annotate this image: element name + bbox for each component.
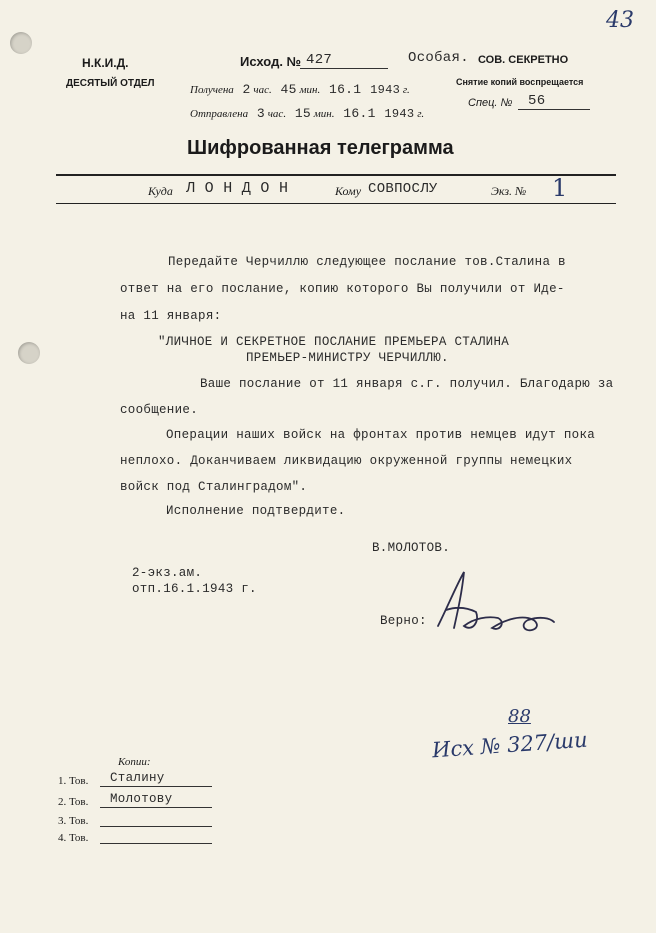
whom-value: СОВПОСЛУ [368,181,438,197]
dispatch-note: отп.16.1.1943 г. [132,582,257,596]
copies-label: Копии: [118,756,151,768]
sent-date: 16.1 [343,106,376,121]
sent-row [190,106,424,121]
no-copies-note: Снятие копий воспрещается [456,77,584,87]
sent-hour: 3 [256,106,265,121]
body-line: сообщение. [120,403,199,417]
received-minute: 45 [280,82,297,97]
spec-number: 56 [528,93,546,109]
copy-row-name: Сталину [110,771,165,785]
punch-hole-top [10,32,32,54]
to-label: Куда [148,184,173,198]
received-label: Получена [190,84,234,96]
received-hour: 2 [242,82,251,97]
page-number-handwritten: 43 [606,8,634,33]
copy-row-number: 2. [58,796,67,808]
handwritten-number-88: 88 [508,706,531,727]
body-line: ПРЕМЬЕР-МИНИСТРУ ЧЕРЧИЛЛЮ. [246,351,449,365]
received-minute-word: мин. [299,84,321,96]
body-line: ответ на его послание, копию которого Вы получили от Иде- [120,282,565,296]
address-top-rule [56,174,616,176]
to-value: Л О Н Д О Н [186,180,289,197]
body-line: войск под Сталинградом". [120,480,308,494]
sent-minute-word: мин. [313,108,335,120]
signer-name: В.МОЛОТОВ. [372,541,451,555]
received-row [190,82,410,97]
body-line: Ваше послание от 11 января с.г. получил. Благодарю за [200,377,614,391]
punch-hole-middle [18,342,40,364]
received-date: 16.1 [328,82,362,97]
sent-minute: 15 [294,106,312,121]
copies-note: 2-экз.ам. [132,566,203,580]
sent-year-word: г. [417,108,425,120]
body-line: Исполнение подтвердите. [166,504,346,518]
sent-year: 1943 [384,107,415,121]
copy-row-tov: Тов. [69,832,89,844]
copy-row-line [100,786,212,787]
received-year-word: г. [402,84,410,96]
copy-row-line [100,843,212,844]
secrecy-label: СОВ. СЕКРЕТНО [478,54,569,66]
copy-row-line [100,807,212,808]
body-line: Операции наших войск на фронтах против немцев идут пока [166,428,596,442]
copy-row-line [100,826,212,827]
copy-row-tov: Тов. [69,796,89,808]
body-line: неплохо. Доканчиваем ликвидацию окруженной группы немецких [120,454,573,468]
verno-label: Верно: [380,614,427,628]
copy-label: Экз. № [491,184,527,198]
org-name: Н.К.И.Д. [82,56,129,70]
handwritten-signature [428,566,558,646]
out-number-label: Исход. № [240,54,302,69]
received-year: 1943 [370,83,401,97]
copy-value: 1 [552,174,568,202]
address-bottom-rule [56,203,616,204]
sent-label: Отправлена [190,108,249,120]
out-number-value: 427 [306,52,333,68]
body-line: на 11 января: [120,309,222,323]
handwritten-outgoing-ref: Исх № 327/ши [431,727,589,763]
copy-row-tov: Тов. [69,775,89,787]
sent-hour-word: час. [267,108,287,120]
copy-row-number: 3. [58,815,67,827]
whom-label: Кому [335,184,362,198]
received-hour-word: час. [253,84,272,96]
copy-row-number: 4. [58,832,67,844]
body-line: "ЛИЧНОЕ И СЕКРЕТНОЕ ПОСЛАНИЕ ПРЕМЬЕРА СТАЛИНА [158,335,510,349]
body-line: Передайте Черчиллю следующее послание тов.Сталина в [168,255,566,269]
document-title: Шифрованная телеграмма [187,137,454,159]
copy-row-name: Молотову [110,792,173,806]
copy-row-number: 1. [58,775,67,787]
department: ДЕСЯТЫЙ ОТДЕЛ [66,78,155,89]
spec-label: Спец. № [468,97,513,109]
out-number-underline [300,68,388,69]
spec-underline [518,109,590,110]
special-mark: Особая. [408,50,469,66]
copy-row-tov: Тов. [69,815,89,827]
